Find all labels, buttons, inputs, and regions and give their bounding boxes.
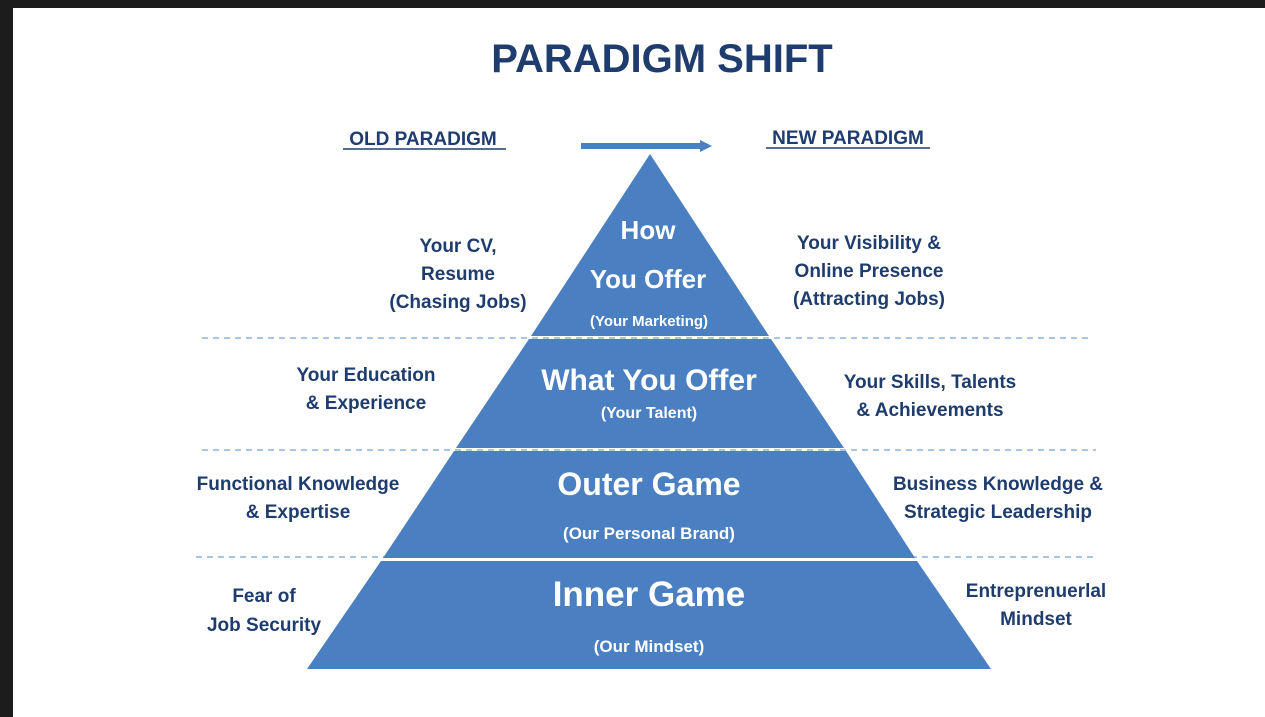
old-level-3-line2: & Expertise [245, 502, 351, 523]
level-1-title-line1: How [620, 215, 676, 245]
level-4-title: Inner Game [552, 575, 746, 614]
shift-arrow-icon [581, 140, 712, 152]
old-level-2-line2: & Experience [305, 393, 427, 414]
new-level-4-line2: Mindset [1000, 609, 1072, 630]
new-level-1-line1: Your Visibility & [797, 233, 941, 254]
old-level-1-line1: Your CV, [419, 236, 497, 257]
level-2-title: What You Offer [541, 364, 757, 397]
old-level-4-line1: Fear of [232, 586, 296, 607]
new-level-2-line1: Your Skills, Talents [843, 372, 1017, 393]
level-4-subtitle: (Our Mindset) [593, 637, 705, 656]
new-paradigm-label: NEW PARADIGM [772, 128, 924, 149]
level-1-subtitle: (Your Marketing) [589, 313, 709, 330]
old-paradigm-label: OLD PARADIGM [349, 129, 497, 150]
page-title: PARADIGM SHIFT [491, 37, 833, 81]
new-level-3-line1: Business Knowledge & [892, 474, 1104, 495]
level-2-subtitle: (Your Talent) [600, 405, 698, 422]
old-level-1-line2: Resume [421, 264, 495, 285]
level-3-subtitle: (Our Personal Brand) [563, 524, 735, 543]
new-level-3-line2: Strategic Leadership [904, 502, 1092, 523]
old-level-2-line1: Your Education [296, 365, 436, 386]
new-level-1-line3: (Attracting Jobs) [793, 289, 945, 310]
level-1-title-line2: You Offer [589, 264, 707, 294]
new-level-2-line2: & Achievements [856, 400, 1004, 421]
new-level-1-line2: Online Presence [794, 261, 944, 282]
new-level-4-line1: Entreprenuerlal [965, 581, 1107, 602]
level-3-title: Outer Game [557, 466, 741, 502]
old-level-1-line3: (Chasing Jobs) [389, 292, 527, 313]
old-level-3-line1: Functional Knowledge [196, 474, 400, 495]
old-level-4-line2: Job Security [206, 615, 322, 636]
pyramid-level-top [531, 154, 769, 336]
